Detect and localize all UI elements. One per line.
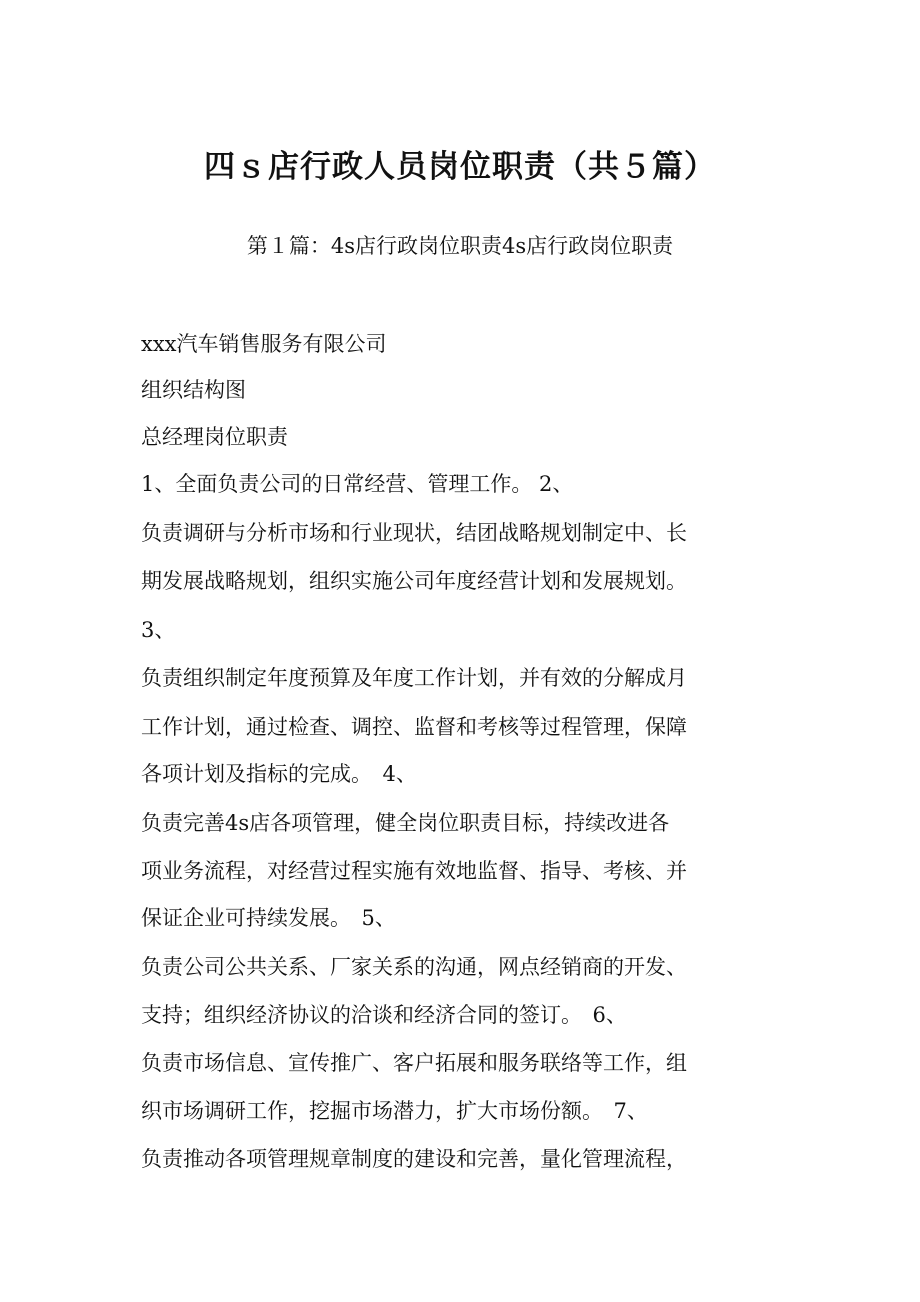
body-line: 工作计划，通过检查、调控、监督和考核等过程管理，保障 [141, 715, 687, 739]
body-line: 负责推动各项管理规章制度的建设和完善，量化管理流程， [141, 1147, 687, 1171]
body-line: 负责完善4s店各项管理，健全岗位职责目标，持续改进各 [141, 811, 670, 835]
document-subtitle: 第１篇：4s店行政岗位职责4s店行政岗位职责 [246, 234, 674, 258]
body-line: 负责调研与分析市场和行业现状，结团战略规划制定中、长 [141, 521, 687, 545]
body-line: 期发展战略规划，组织实施公司年度经营计划和发展规划。 [141, 569, 687, 593]
body-line: 项业务流程，对经营过程实施有效地监督、指导、考核、并 [141, 859, 687, 883]
body-line: 负责市场信息、宣传推广、客户拓展和服务联络等工作，组 [141, 1051, 687, 1075]
body-line: 织市场调研工作，挖掘市场潜力，扩大市场份额。 7、 [141, 1099, 648, 1123]
body-line: 负责公司公共关系、厂家关系的沟通，网点经销商的开发、 [141, 955, 687, 979]
body-line-org-chart: 组织结构图 [141, 378, 246, 402]
body-line: 保证企业可持续发展。 5、 [141, 906, 396, 930]
body-line: 各项计划及指标的完成。 4、 [141, 762, 417, 786]
body-line: 1、全面负责公司的日常经营、管理工作。 2、 [141, 472, 574, 496]
body-line: 3、 [141, 618, 176, 642]
document-title: 四ｓ店行政人员岗位职责（共５篇） [204, 149, 716, 185]
body-line: 负责组织制定年度预算及年度工作计划，并有效的分解成月 [141, 666, 687, 690]
body-line-gm-duties-heading: 总经理岗位职责 [141, 425, 288, 449]
body-line: 支持；组织经济协议的洽谈和经济合同的签订。 6、 [141, 1003, 627, 1027]
body-line-company: xxx汽车销售服务有限公司 [141, 332, 387, 356]
